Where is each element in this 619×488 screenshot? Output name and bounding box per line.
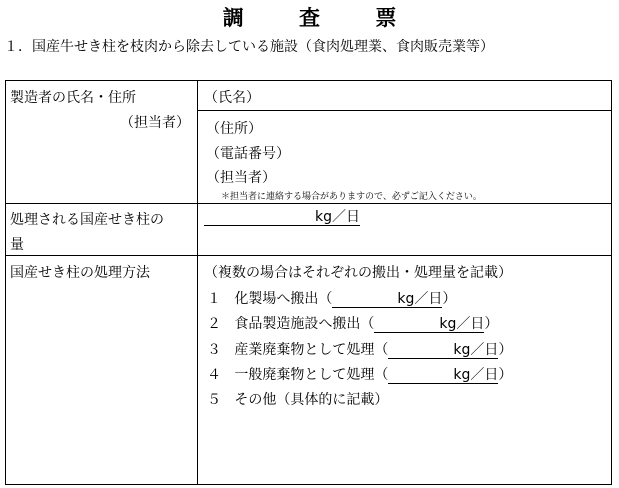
volume-unit: kg／日 — [315, 209, 360, 225]
page-title — [0, 2, 619, 32]
phone-field-label: （電話番号） — [206, 146, 290, 162]
manufacturer-label-sub: （担当者） — [120, 115, 190, 131]
address-field-label: （住所） — [206, 121, 262, 137]
method-item-4: ４ 一般廃棄物として処理（ kg／日 ） — [207, 367, 513, 383]
method-item-1: １ 化製場へ搬出（ kg／日 ） — [207, 291, 457, 307]
method-label: 国産せき柱の処理方法 — [10, 265, 150, 281]
method-3-amount-input[interactable]: kg／日 — [388, 344, 498, 359]
title-char-3: 票 — [375, 6, 397, 30]
title-char-2: 査 — [299, 6, 320, 30]
method-item-2: ２ 食品製造施設へ搬出（ kg／日 ） — [207, 316, 499, 332]
contact-note: ＊担当者に連絡する場合がありますので、必ずご記入ください。 — [221, 192, 482, 202]
method-intro: （複数の場合はそれぞれの搬出・処理量を記載） — [204, 265, 512, 281]
volume-label-line1: 処理される国産せき柱の — [10, 212, 164, 228]
method-4-amount-input[interactable]: kg／日 — [388, 369, 498, 384]
section-heading: １．国産牛せき柱を枝肉から除去している施設（食肉処理業、食肉販売業等） — [4, 39, 494, 55]
name-field-label: （氏名） — [204, 90, 260, 106]
title-char-1: 調 — [222, 6, 244, 30]
method-item-5: ５ その他（具体的に記載） — [207, 392, 389, 408]
volume-label-line2: 量 — [10, 237, 24, 253]
method-1-amount-input[interactable]: kg／日 — [332, 293, 442, 308]
method-2-amount-input[interactable]: kg／日 — [374, 318, 484, 333]
manufacturer-label: 製造者の氏名・住所 — [10, 90, 136, 106]
contact-field-label: （担当者） — [206, 170, 276, 186]
volume-input[interactable] — [204, 210, 360, 226]
method-item-3: ３ 産業廃棄物として処理（ kg／日 ） — [207, 342, 513, 358]
